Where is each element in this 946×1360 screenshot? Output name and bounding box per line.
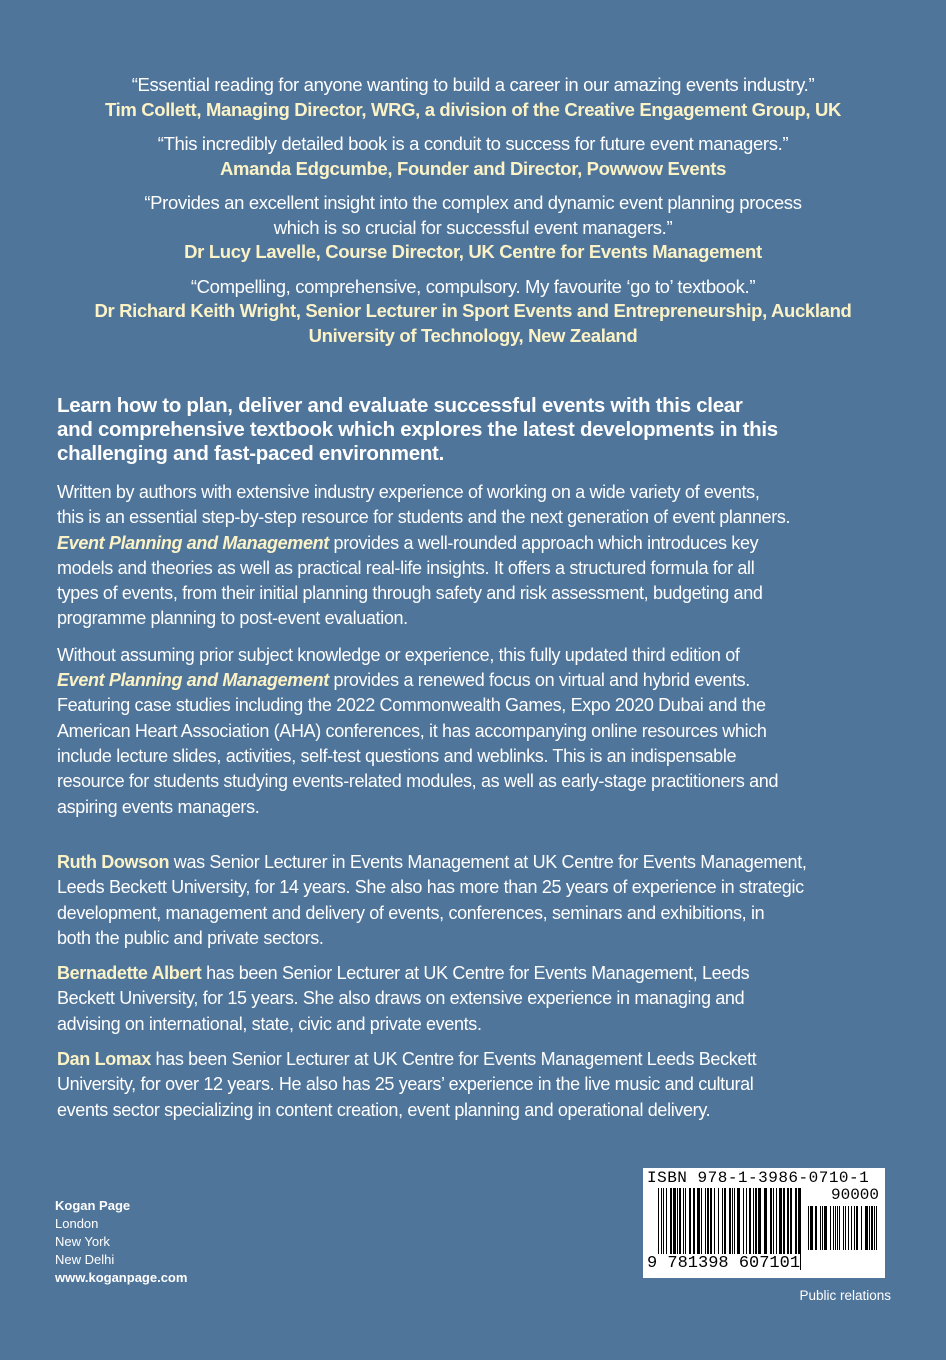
endorsement	[40, 132, 906, 181]
quote-text: “Essential reading for anyone wanting to build a career in our amazing events industry.”	[131, 74, 815, 95]
barcode-bar	[815, 1206, 817, 1250]
author-name: Dan Lomax	[57, 1049, 151, 1070]
publisher-block	[55, 1197, 187, 1287]
quote-author: Tim Collett, Managing Director, WRG, a division of the Creative Engagement Group, UK	[104, 98, 842, 120]
endorsements	[40, 73, 906, 358]
quote-text: “This incredibly detailed book is a conduit to success for future event managers.”	[157, 133, 789, 154]
city: New Delhi	[55, 1252, 115, 1267]
endorsement	[40, 275, 906, 349]
barcode-bar	[830, 1206, 831, 1250]
book-title: Event Planning and Management	[57, 670, 329, 691]
quote-text: “Compelling, comprehensive, compulsory. My favourite ‘go to’ textbook.”	[190, 275, 756, 297]
barcode-bar	[876, 1206, 877, 1250]
barcode-bar	[861, 1206, 862, 1250]
author-name: Ruth Dowson	[57, 852, 170, 872]
bio-text: has been Senior Lecturer at UK Centre for Events Management, Leeds Beckett University, for 15 years. She also draws on extensive experience in managing and advising on international, state, civic and private events.	[57, 963, 750, 1034]
intro-blurb: Learn how to plan, deliver and evaluate successful events with this clear and comprehensive textbook which explores the latest developments in this challenging and fast-paced environment.	[57, 394, 778, 465]
text: provides a well-rounded approach which introduces key models and theories as well as practical real-life insights. It offers a structured formula for all types of events, from their initial planning through safety and risk assessment, budgeting and programme planning to post-event evaluation.	[57, 532, 763, 629]
barcode-bar	[865, 1206, 868, 1250]
barcode-bar	[820, 1206, 821, 1250]
barcode-bar	[856, 1206, 858, 1250]
barcode-bar	[822, 1206, 823, 1250]
endorsement	[40, 73, 906, 122]
description	[57, 480, 927, 831]
author-bios	[57, 850, 927, 1133]
barcode-bar	[835, 1206, 836, 1250]
publisher-name: Kogan Page	[55, 1198, 131, 1213]
barcode-bar	[848, 1206, 849, 1250]
description-paragraph	[57, 643, 927, 820]
price-code: 90000	[830, 1186, 879, 1204]
author-name: Bernadette Albert	[57, 963, 202, 984]
quote-author: Dr Richard Keith Wright, Senior Lecturer in Sport Events and Entrepreneurship, Auckland University of Technology, New Zealand	[94, 300, 852, 346]
quote-text: “Provides an excellent insight into the complex and dynamic event planning process which is so crucial for successful event managers.”	[144, 192, 802, 238]
bio-text: was Senior Lecturer in Events Management at UK Centre for Events Management, Leeds Beckett University, for 14 years. She also has more than 25 years of experience in strategic development, management and delivery of events, conferences, seminars and exhibitions, in both the public and private sectors.	[57, 852, 807, 948]
bio-text: has been Senior Lecturer at UK Centre for Events Management Leeds Beckett University, for over 12 years. He also has 25 years’ experience in the live music and cultural events sector specializing in content creation, event planning and operational delivery.	[57, 1049, 757, 1120]
barcode-bar	[869, 1206, 870, 1250]
barcode-bar	[833, 1206, 834, 1250]
barcode-bar	[854, 1206, 855, 1250]
author-bio	[57, 961, 927, 1037]
author-bio	[57, 850, 927, 951]
publisher-website: www.koganpage.com	[55, 1270, 188, 1285]
text: Without assuming prior subject knowledge or experience, this fully updated third edition of	[57, 644, 740, 665]
isbn-text: ISBN 978-1-3986-0710-1	[647, 1169, 870, 1187]
endorsement	[40, 191, 906, 265]
barcode-bar	[851, 1206, 852, 1250]
author-bio	[57, 1047, 927, 1123]
subject-category: Public relations	[799, 1288, 891, 1303]
barcode-bar	[824, 1206, 827, 1250]
description-paragraph	[57, 480, 927, 632]
quote-author: Dr Lucy Lavelle, Course Director, UK Centre for Events Management	[184, 241, 762, 262]
barcode-bar	[874, 1206, 875, 1250]
isbn-barcode	[643, 1168, 885, 1278]
barcode-bar	[837, 1206, 838, 1250]
city: New York	[55, 1234, 110, 1249]
ean-number: 9 781398 607101	[647, 1254, 801, 1273]
text: provides a renewed focus on virtual and hybrid events. Featuring case studies including the 2022 Commonwealth Games, Expo 2020 Dubai and the American Heart Association (AHA) conferences, it has accompanying online resources which include lecture slides, activities, self-test questions and weblinks. This is an indispensable resource for students studying events-related modules, as well as early-stage practitioners and aspiring events managers.	[57, 670, 779, 817]
book-title: Event Planning and Management	[57, 532, 329, 553]
city: London	[55, 1216, 99, 1231]
quote-author: Amanda Edgcumbe, Founder and Director, Powwow Events	[219, 157, 727, 179]
barcode-bar	[808, 1206, 809, 1250]
barcode-bar	[843, 1206, 844, 1250]
barcode-bar	[871, 1206, 873, 1250]
text: Written by authors with extensive industry experience of working on a wide variety of events, this is an essential step-by-step resource for students and the next generation of event planners.	[57, 482, 791, 528]
barcode-bar	[845, 1206, 846, 1250]
barcode-bar	[839, 1206, 840, 1250]
barcode-bar	[810, 1206, 813, 1250]
